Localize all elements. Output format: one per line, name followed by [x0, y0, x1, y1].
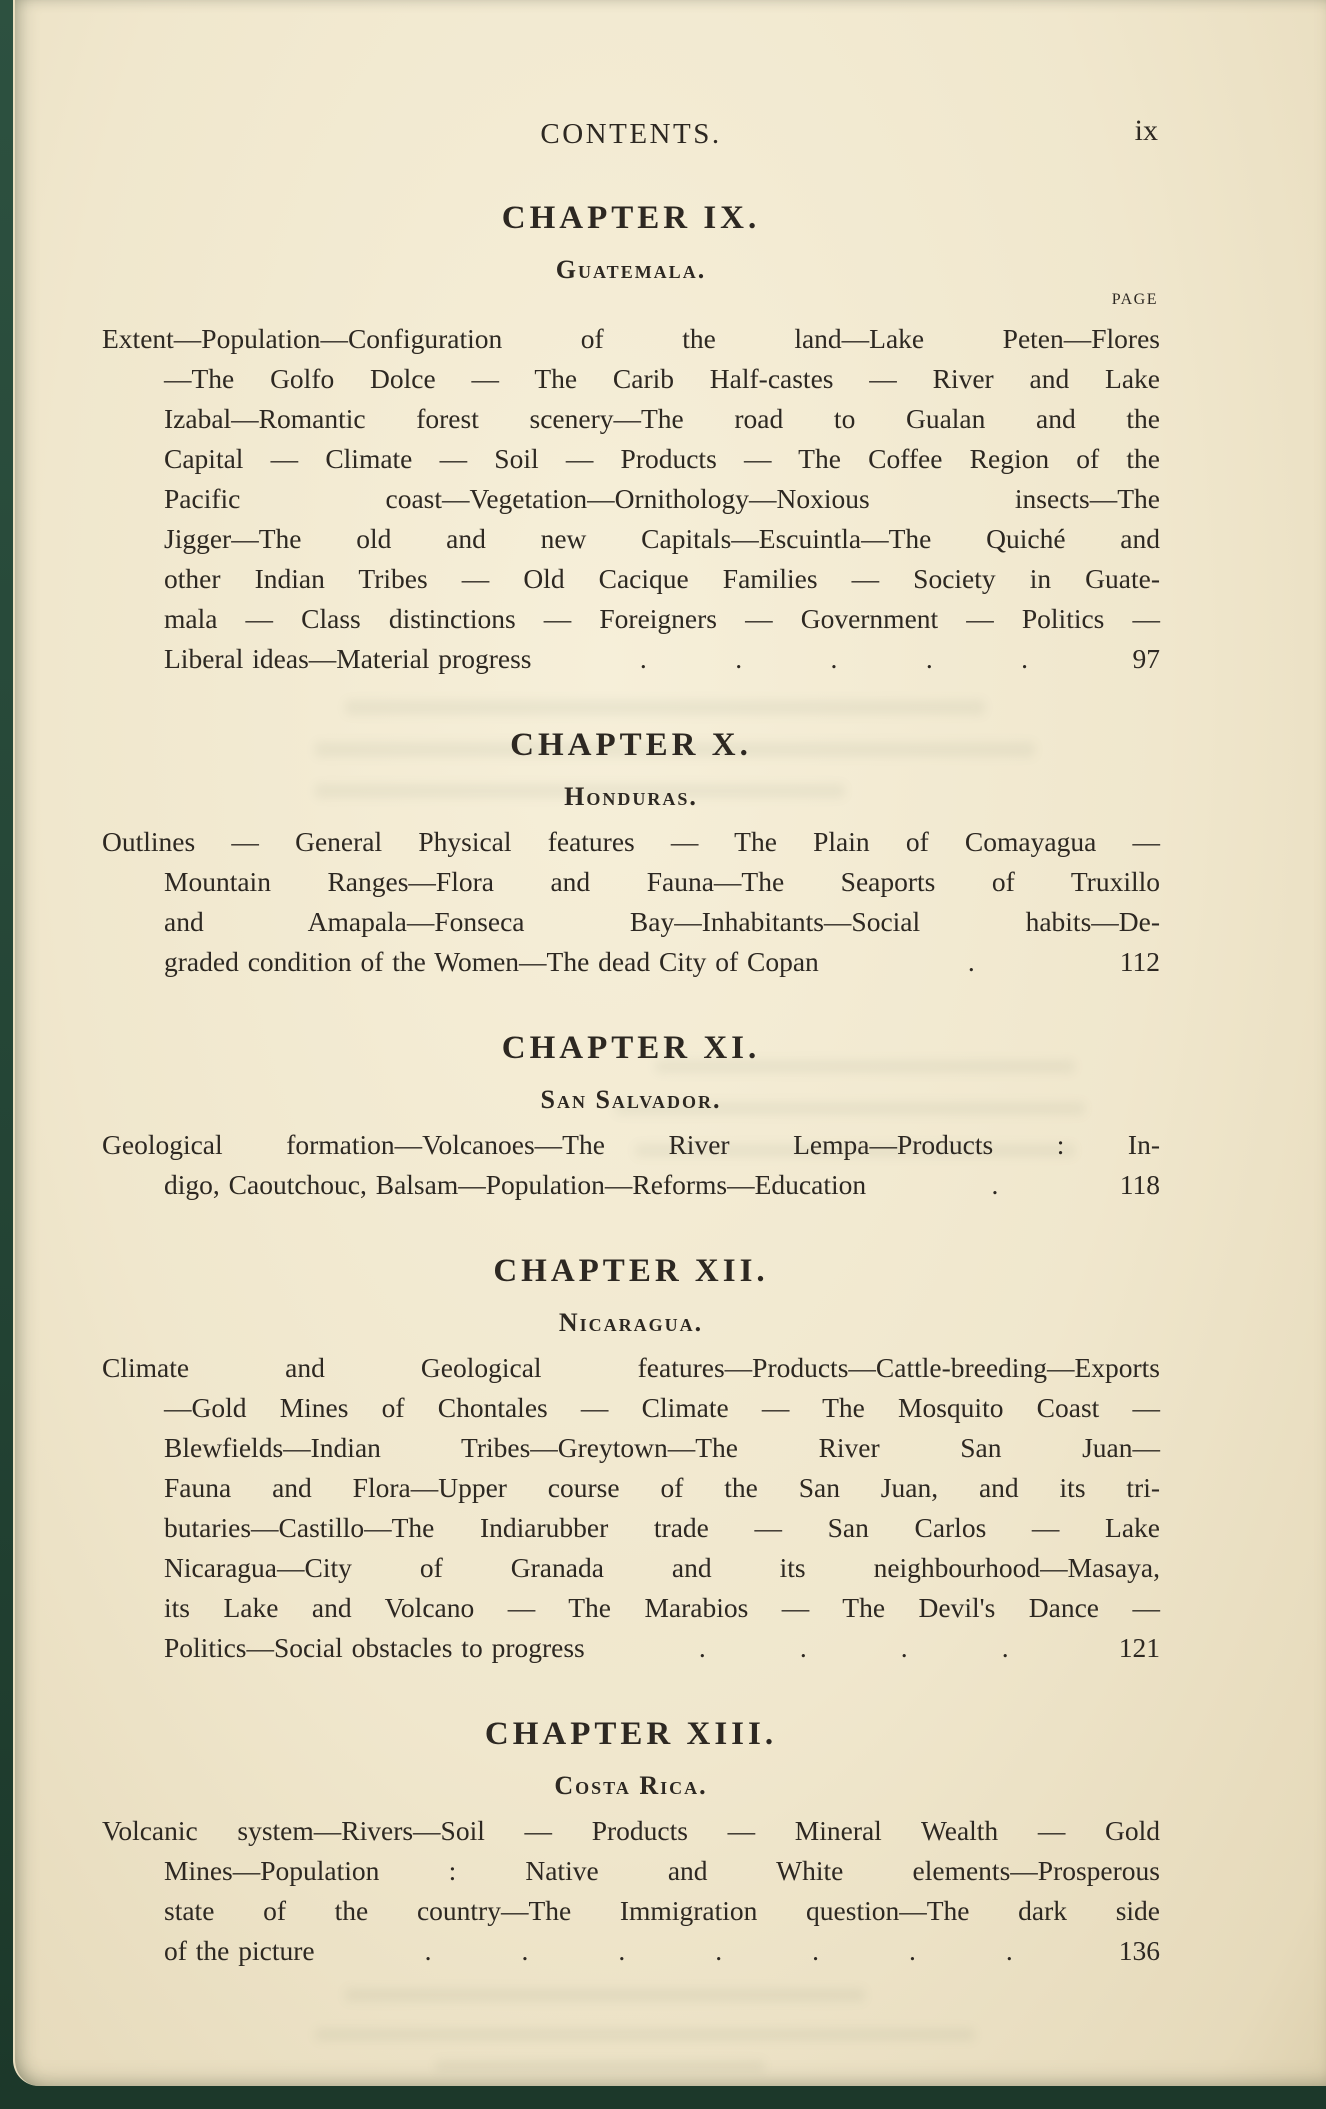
leader-dot: . — [715, 1935, 723, 1966]
page-number: 121 — [1118, 1632, 1160, 1663]
toc-line — [102, 1628, 1160, 1668]
toc-line: mala — Class distinctions — Foreigners — Government — Politics — — [164, 603, 1160, 634]
leader-dot: . — [521, 1935, 529, 1966]
page-column-label: PAGE — [1111, 291, 1158, 308]
page-number: 97 — [1132, 643, 1160, 674]
toc-line: its Lake and Volcano — The Marabios — The Devil's Dance — — [164, 1592, 1160, 1623]
toc-line-text: digo, Caoutchouc, Balsam—Population—Reforms—Education — [164, 1169, 867, 1200]
toc-line-text: Liberal ideas—Material progress — [164, 643, 532, 674]
chapter-section — [102, 1714, 1160, 1971]
chapter-lines — [102, 319, 1160, 679]
page-number: 136 — [1118, 1935, 1160, 1966]
leader-dot: . — [991, 1169, 999, 1200]
leader-dot: . — [618, 1935, 626, 1966]
toc-line: Pacific coast—Vegetation—Ornithology—Noxious insects—The — [164, 483, 1160, 514]
leader-dot: . — [1001, 1632, 1009, 1663]
toc-line: —Gold Mines of Chontales — Climate — The Mosquito Coast — — [164, 1392, 1160, 1423]
chapter-section — [102, 725, 1160, 982]
leader-dot: . — [799, 1632, 807, 1663]
leader-dot: . — [900, 1632, 908, 1663]
chapter-section — [102, 1028, 1160, 1205]
dot-leader — [315, 1931, 1117, 1971]
toc-line: Geological formation—Volcanoes—The River Lempa—Products : In- — [102, 1129, 1160, 1160]
running-head — [102, 114, 1160, 164]
toc-line: Jigger—The old and new Capitals—Escuintla—The Quiché and — [164, 523, 1160, 554]
chapter-title: CHAPTER IX. — [501, 200, 761, 236]
chapter-lines — [102, 1125, 1160, 1205]
toc-line: Mines—Population : Native and White elements—Prosperous — [164, 1855, 1160, 1886]
chapter-title: CHAPTER XIII. — [484, 1716, 778, 1752]
toc-line: Volcanic system—Rivers—Soil — Products — Mineral Wealth — Gold — [102, 1815, 1160, 1846]
toc-line: Capital — Climate — Soil — Products — The Coffee Region of the — [164, 443, 1160, 474]
chapter-subtitle: Nicaragua. — [558, 1308, 704, 1337]
leader-dot: . — [698, 1632, 706, 1663]
toc-line-text: Politics—Social obstacles to progress — [164, 1632, 585, 1663]
page-number: 112 — [1119, 946, 1160, 977]
running-head-title: CONTENTS. — [540, 118, 722, 150]
chapters — [102, 198, 1160, 1971]
chapter-title: CHAPTER XII. — [493, 1253, 769, 1289]
toc-line-text: graded condition of the Women—The dead City of Copan — [164, 946, 819, 977]
leader-dot: . — [735, 643, 743, 674]
toc-line: Extent—Population—Configuration of the land—Lake Peten—Flores — [102, 323, 1160, 354]
leader-dot: . — [908, 1935, 916, 1966]
chapter-lines — [102, 1348, 1160, 1668]
toc-line: Izabal—Romantic forest scenery—The road to Gualan and the — [164, 403, 1160, 434]
toc-line: Nicaragua—City of Granada and its neighbourhood—Masaya, — [164, 1552, 1160, 1583]
chapter-subtitle: Guatemala. — [555, 255, 707, 284]
leader-dot: . — [925, 643, 933, 674]
toc-line: Fauna and Flora—Upper course of the San Juan, and its tri- — [164, 1472, 1160, 1503]
leader-dot: . — [639, 643, 647, 674]
show-through-smudge — [345, 1988, 865, 2002]
leader-dot: . — [812, 1935, 819, 1966]
toc-line: Blewfields—Indian Tribes—Greytown—The River San Juan— — [164, 1432, 1160, 1463]
leader-dot: . — [424, 1935, 432, 1966]
chapter-title: CHAPTER X. — [510, 727, 752, 763]
toc-line — [102, 639, 1160, 679]
show-through-smudge — [435, 2060, 765, 2072]
show-through-smudge — [315, 2028, 975, 2041]
chapter-subtitle: Costa Rica. — [554, 1771, 708, 1800]
toc-line: other Indian Tribes — Old Cacique Families — Society in Guate- — [164, 563, 1160, 594]
chapter-title: CHAPTER XI. — [501, 1030, 761, 1066]
text-block — [102, 114, 1160, 1971]
toc-line — [102, 1165, 1160, 1205]
toc-line — [102, 1931, 1160, 1971]
book-page — [13, 0, 1326, 2086]
toc-line: Mountain Ranges—Flora and Fauna—The Seaports of Truxillo — [164, 866, 1160, 897]
dot-leader — [531, 639, 1130, 679]
leader-dot: . — [967, 946, 975, 977]
toc-line: Climate and Geological features—Products—Cattle-breeding—Exports — [102, 1352, 1160, 1383]
page-number: 118 — [1119, 1169, 1160, 1200]
toc-line-text: of the picture — [164, 1935, 315, 1966]
chapter-lines — [102, 1811, 1160, 1971]
toc-line: butaries—Castillo—The Indiarubber trade — San Carlos — Lake — [164, 1512, 1160, 1543]
chapter-section — [102, 1251, 1160, 1668]
chapter-section — [102, 198, 1160, 679]
leader-dot: . — [830, 643, 838, 674]
toc-line — [102, 942, 1160, 982]
chapter-subtitle: Honduras. — [564, 782, 698, 811]
toc-line: and Amapala—Fonseca Bay—Inhabitants—Social habits—De- — [164, 906, 1160, 937]
dot-leader — [585, 1628, 1117, 1668]
toc-line: Outlines — General Physical features — The Plain of Comayagua — — [102, 826, 1160, 857]
leader-dot: . — [1005, 1935, 1013, 1966]
dot-leader — [819, 942, 1118, 982]
toc-line: state of the country—The Immigration question—The dark side — [164, 1895, 1160, 1926]
chapter-subtitle: San Salvador. — [540, 1085, 722, 1114]
chapter-lines — [102, 822, 1160, 982]
leader-dot: . — [1021, 643, 1029, 674]
dot-leader — [866, 1165, 1118, 1205]
toc-line: —The Golfo Dolce — The Carib Half-castes — River and Lake — [164, 363, 1160, 394]
folio-page-number: ix — [1134, 114, 1158, 147]
